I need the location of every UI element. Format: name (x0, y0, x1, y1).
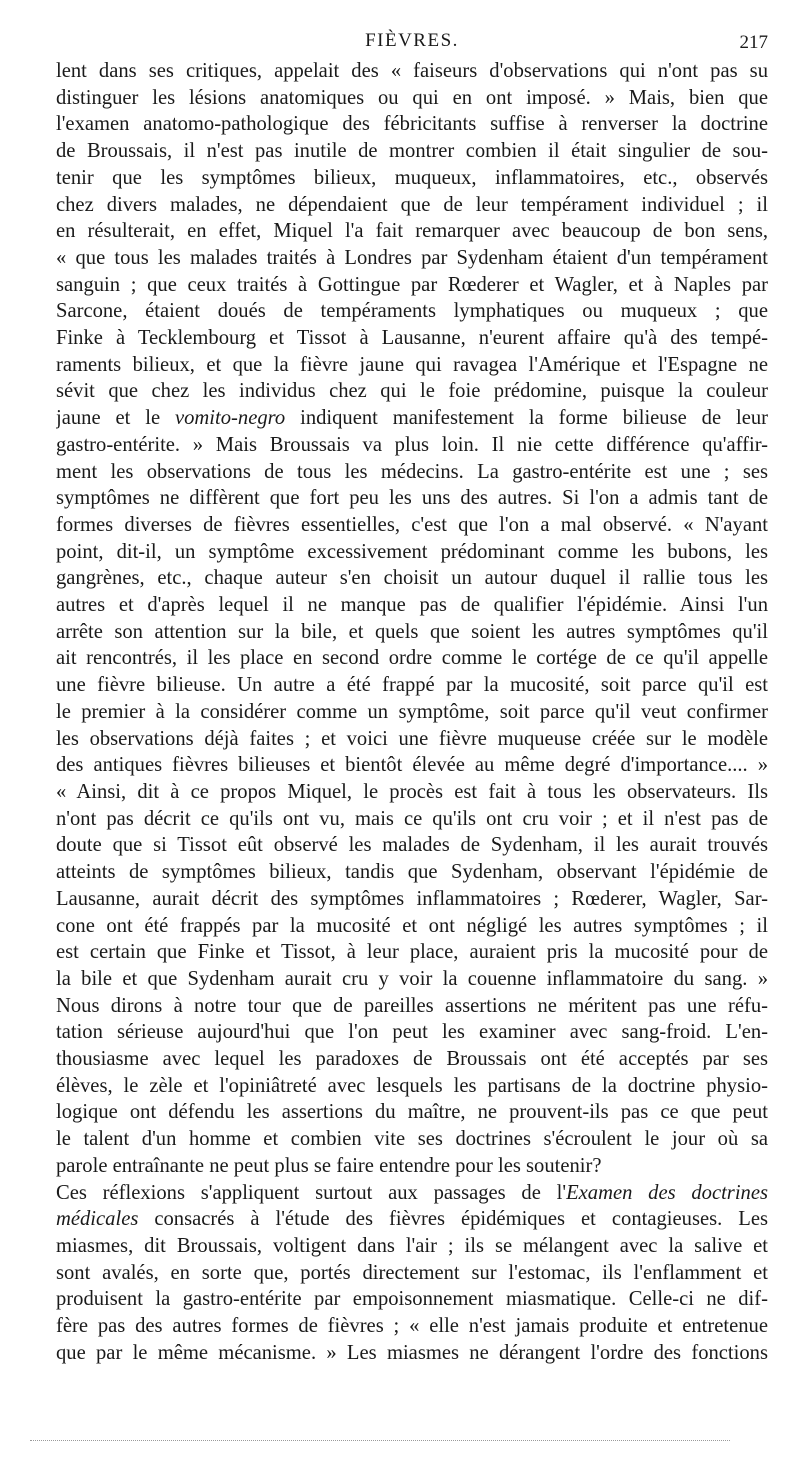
text-line: Nous dirons à notre tour que de pareilles assertions ne méritent pas une réfu- (56, 994, 768, 1017)
text-line: logique ont défendu les assertions du maître, ne prouvent-ils pas ce que peut (56, 1101, 768, 1124)
text-line: chez divers malades, ne dépendaient que de leur tempérament individuel ; il (56, 193, 768, 216)
text-line: lent dans ses critiques, appelait des « faiseurs d'observations qui n'ont pas su (56, 60, 768, 82)
text-line: formes diverses de fièvres essentielles, c'est que l'on a mal observé. « N'ayant (56, 513, 768, 536)
text-line: distinguer les lésions anatomiques ou qui en ont imposé. » Mais, bien que (56, 86, 768, 109)
text-line: gastro-entérite. » Mais Broussais va plus loin. Il nie cette différence qu'affir- (56, 433, 768, 456)
text-line: « que tous les malades traités à Londres par Sydenham étaient d'un tempérament (56, 246, 768, 269)
text-line: l'examen anatomo-pathologique des fébricitants suffise à renverser la doctrine (56, 113, 768, 136)
text-line: une fièvre bilieuse. Un autre a été frappé par la mucosité, soit parce qu'il est (56, 674, 768, 697)
text-line: cone ont été frappés par la mucosité et ont négligé les autres symptômes ; il (56, 914, 768, 937)
text-line: la bile et que Sydenham aurait cru y voir la couenne inflammatoire du sang. » (56, 967, 768, 990)
text-line: miasmes, dit Broussais, voltigent dans l'air ; ils se mélangent avec la salive et (56, 1234, 768, 1257)
text-line: gangrènes, etc., chaque auteur s'en choisit un autour duquel il rallie tous les (56, 567, 768, 590)
text-line: que par le même mécanisme. » Les miasmes ne dérangent l'ordre des fonctions (56, 1341, 768, 1364)
text-line: tenir que les symptômes bilieux, muqueux, inflammatoires, etc., observés (56, 166, 768, 189)
text-line: le premier à la considérer comme un symptôme, soit parce qu'il veut confirmer (56, 700, 768, 723)
text-line: point, dit-il, un symptôme excessivement prédominant comme les bubons, les (56, 540, 768, 563)
text-line: les observations déjà faites ; et voici une fièvre muqueuse créée sur le modèle (56, 727, 768, 750)
page-number: 217 (739, 32, 768, 53)
text-line: des antiques fièvres bilieuses et bientôt élevée au même degré d'importance.... » (56, 754, 768, 777)
text-line: fère pas des autres formes de fièvres ; « elle n'est jamais produite et entretenue (56, 1315, 768, 1338)
text-line: le talent d'un homme et combien vite ses doctrines s'écroulent le jour où sa (56, 1128, 768, 1151)
text-line: ment les observations de tous les médecins. La gastro-entérite est une ; ses (56, 460, 768, 483)
text-line: produisent la gastro-entérite par empoisonnement miasmatique. Celle-ci ne dif- (56, 1288, 768, 1311)
running-title: FIÈVRES. (365, 30, 459, 51)
footer-rule (30, 1440, 730, 1441)
text-line: Ces réflexions s'appliquent surtout aux passages de l'Examen des doctrines (56, 1181, 768, 1204)
text-line: raments bilieux, et que la fièvre jaune qui ravagea l'Amérique et l'Espagne ne (56, 353, 768, 376)
text-line: en résulterait, en effet, Miquel l'a fait remarquer avec beaucoup de bon sens, (56, 220, 768, 243)
text-line: est certain que Finke et Tissot, à leur place, auraient pris la mucosité pour de (56, 941, 768, 964)
text-line: sont avalés, en sorte que, portés directement sur l'estomac, ils l'enflamment et (56, 1261, 768, 1284)
text-line: symptômes ne diffèrent que fort peu les uns des autres. Si l'on a admis tant de (56, 487, 768, 510)
page-header (56, 30, 768, 56)
text-line: tation sérieuse aujourd'hui que l'on peut les examiner avec sang-froid. L'en- (56, 1021, 768, 1044)
text-line: atteints de symptômes bilieux, tandis que Sydenham, observant l'épidémie de (56, 861, 768, 884)
text-line: autres et d'après lequel il ne manque pas de qualifier l'épidémie. Ainsi l'un (56, 594, 768, 617)
text-line: parole entraînante ne peut plus se faire entendre pour les soutenir? (56, 1154, 602, 1177)
text-line: thousiasme avec lequel les paradoxes de Broussais ont été acceptés par ses (56, 1048, 768, 1071)
text-line: n'ont pas décrit ce qu'ils ont vu, mais ce qu'ils ont cru voir ; et il n'est pas de (56, 807, 768, 830)
text-line: de Broussais, il n'est pas inutile de montrer combien il était singulier de sou- (56, 140, 768, 163)
text-line: médicales consacrés à l'étude des fièvres épidémiques et contagieuses. Les (56, 1208, 768, 1231)
text-line: arrête son attention sur la bile, et quels que soient les autres symptômes qu'il (56, 620, 768, 643)
text-line: élèves, le zèle et l'opiniâtreté avec lesquels les partisans de la doctrine physio- (56, 1074, 768, 1097)
text-line: sanguin ; que ceux traités à Gottingue par Rœderer et Wagler, et à Naples par (56, 273, 768, 296)
text-line: sévit que chez les individus chez qui le foie prédomine, puisque la couleur (56, 380, 768, 403)
text-line: ait rencontrés, il les place en second ordre comme le cortége de ce qu'il appelle (56, 647, 768, 670)
text-line: doute que si Tissot eût observé les malades de Sydenham, il les aurait trouvés (56, 834, 768, 857)
text-line: « Ainsi, dit à ce propos Miquel, le procès est fait à tous les observateurs. Ils (56, 780, 768, 803)
text-line: Sarcone, étaient doués de tempéraments lymphatiques ou muqueux ; que (56, 300, 768, 323)
text-line: jaune et le vomito-negro indiquent manifestement la forme bilieuse de leur (56, 407, 768, 430)
text-line: Finke à Tecklembourg et Tissot à Lausanne, n'eurent affaire qu'à des tempé- (56, 327, 768, 350)
text-line: Lausanne, aurait décrit des symptômes inflammatoires ; Rœderer, Wagler, Sar- (56, 887, 768, 910)
body-text (56, 58, 768, 1366)
